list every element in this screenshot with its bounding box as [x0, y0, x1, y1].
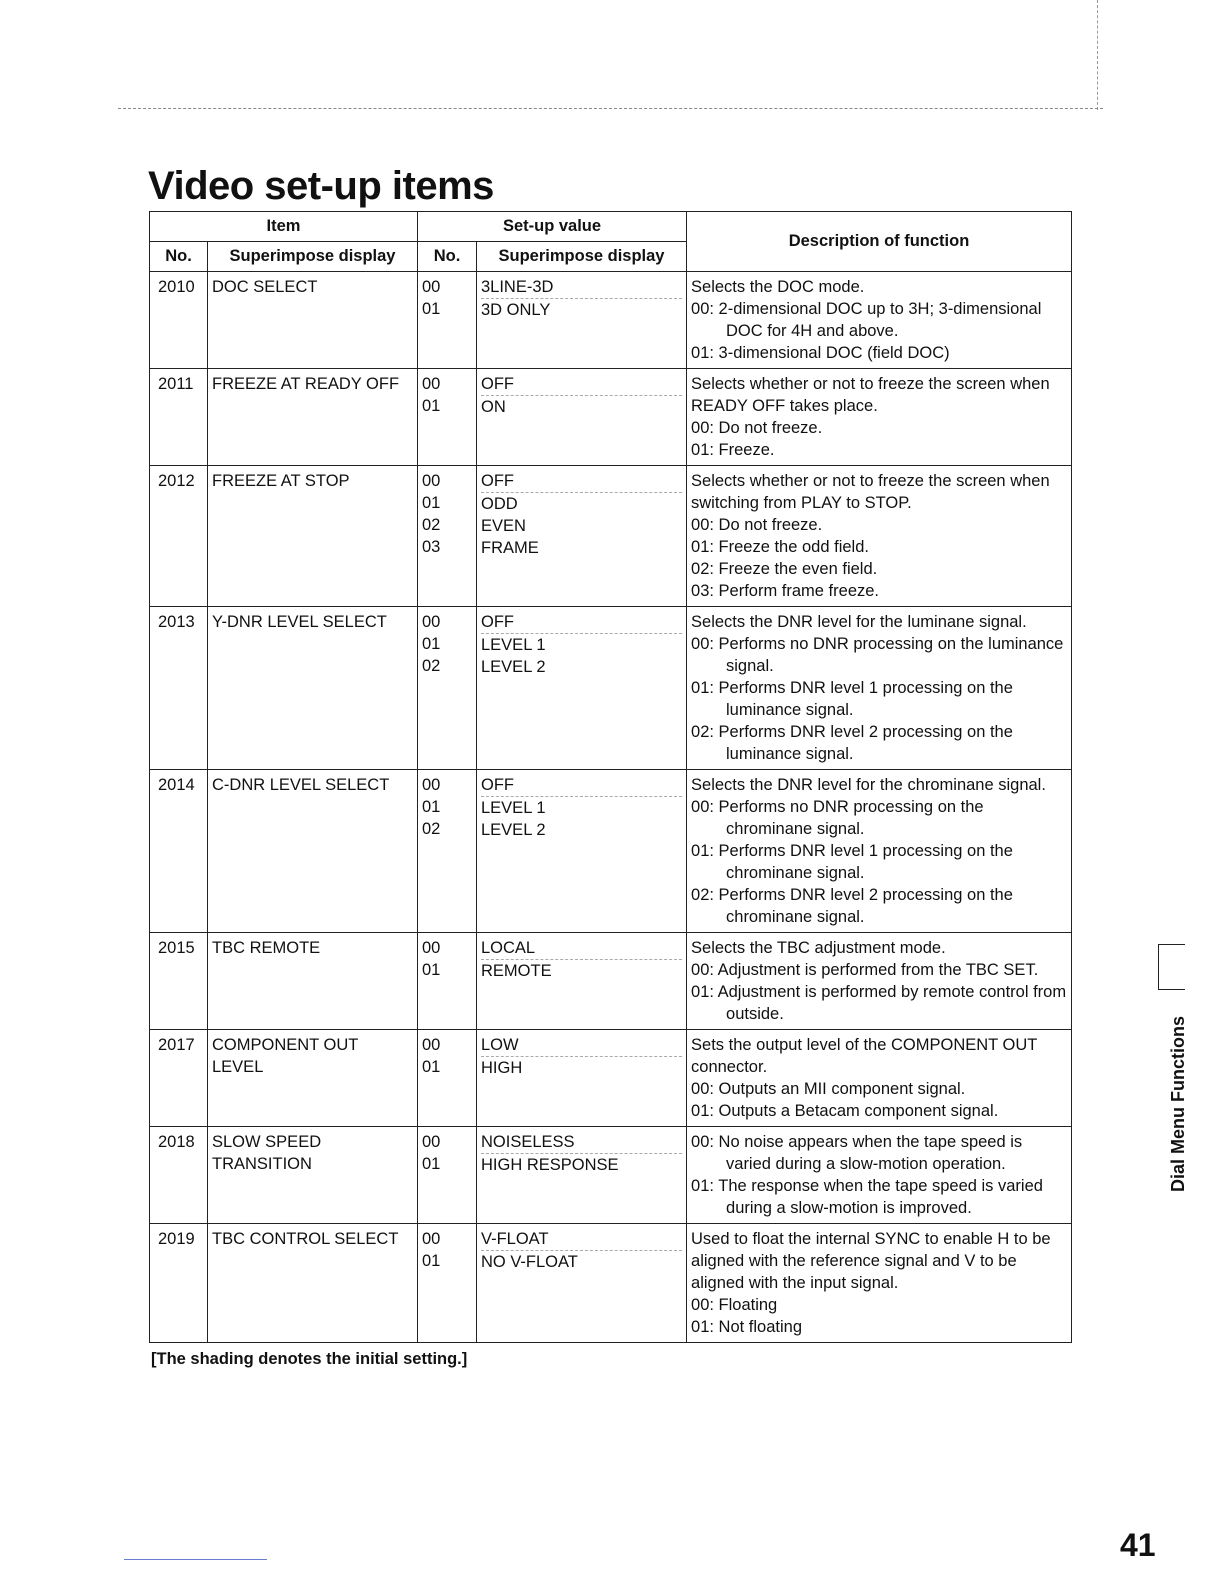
item-name: TBC CONTROL SELECT [208, 1224, 418, 1343]
description [687, 1224, 1072, 1343]
value-label: OFF [481, 774, 682, 797]
description-item: 02: Freeze the even field. [691, 560, 878, 578]
value-no: 01 [422, 798, 441, 816]
description [687, 466, 1072, 607]
description-item: 01: Performs DNR level 1 processing on the chrominane signal. [691, 842, 1013, 882]
description-item: 00: Performs no DNR processing on the chrominane signal. [691, 798, 984, 838]
description-item: 01: The response when the tape speed is varied during a slow-motion is improved. [691, 1177, 1043, 1217]
value-no: 00 [422, 1133, 441, 1151]
value-no: 01 [422, 397, 441, 415]
item-number: 2013 [150, 607, 208, 770]
header-value-no: No. [418, 242, 477, 272]
scan-edge-vertical [1097, 0, 1098, 110]
value-label: LOCAL [481, 937, 682, 960]
table-row [150, 770, 1072, 933]
value-labels [477, 272, 687, 369]
table-row [150, 1127, 1072, 1224]
item-name: DOC SELECT [208, 272, 418, 369]
description-intro: Used to float the internal SYNC to enable H to be aligned with the reference signal and V to be aligned with the input signal. [691, 1230, 1051, 1292]
description-intro: Selects whether or not to freeze the screen when READY OFF takes place. [691, 375, 1050, 415]
description [687, 933, 1072, 1030]
value-label: LEVEL 1 [481, 636, 546, 654]
description-item: 01: Freeze the odd field. [691, 538, 869, 556]
value-label: LEVEL 2 [481, 821, 546, 839]
description [687, 607, 1072, 770]
value-numbers [418, 1224, 477, 1343]
item-number: 2017 [150, 1030, 208, 1127]
value-no: 00 [422, 1036, 441, 1054]
value-label: OFF [481, 611, 682, 634]
description-item: 02: Performs DNR level 2 processing on the luminance signal. [691, 723, 1013, 763]
value-label: LEVEL 1 [481, 799, 546, 817]
value-no: 00 [422, 1230, 441, 1248]
description-intro: Selects the TBC adjustment mode. [691, 939, 946, 957]
description-item: 00: Adjustment is performed from the TBC SET. [691, 961, 1039, 979]
value-label: FRAME [481, 539, 539, 557]
description-item: 00: Do not freeze. [691, 516, 823, 534]
description-item: 01: Freeze. [691, 441, 775, 459]
value-label: HIGH [481, 1059, 523, 1077]
description-intro: Selects the DOC mode. [691, 278, 865, 296]
value-label: OFF [481, 470, 682, 493]
header-item-superimpose: Superimpose display [208, 242, 418, 272]
item-number: 2018 [150, 1127, 208, 1224]
description-item: 01: Performs DNR level 1 processing on the luminance signal. [691, 679, 1013, 719]
item-name: SLOW SPEED TRANSITION [208, 1127, 418, 1224]
value-label: V-FLOAT [481, 1228, 682, 1251]
table-row [150, 369, 1072, 466]
value-labels [477, 1030, 687, 1127]
setup-items-table [149, 211, 1072, 1343]
value-no: 00 [422, 278, 441, 296]
page-title: Video set-up items [148, 164, 494, 208]
description-item: 00: Outputs an MII component signal. [691, 1080, 966, 1098]
table-row [150, 1030, 1072, 1127]
value-no: 01 [422, 635, 441, 653]
description-item: 00: Performs no DNR processing on the luminance signal. [691, 635, 1064, 675]
description-item: 00: Floating [691, 1296, 778, 1314]
value-no: 01 [422, 1252, 441, 1270]
description-item: 01: Adjustment is performed by remote control from outside. [691, 983, 1067, 1023]
item-name: C-DNR LEVEL SELECT [208, 770, 418, 933]
description-item: 03: Perform frame freeze. [691, 582, 880, 600]
description-item: 01: Not floating [691, 1318, 803, 1336]
side-tab-label: Dial Menu Functions [1168, 1015, 1188, 1192]
value-numbers [418, 466, 477, 607]
table-row [150, 272, 1072, 369]
header-item: Item [150, 212, 418, 242]
value-no: 03 [422, 538, 441, 556]
value-labels [477, 770, 687, 933]
value-numbers [418, 607, 477, 770]
header-item-no: No. [150, 242, 208, 272]
header-value-superimpose: Superimpose display [477, 242, 687, 272]
value-no: 02 [422, 516, 441, 534]
value-no: 02 [422, 820, 441, 838]
value-label: ON [481, 398, 506, 416]
value-numbers [418, 272, 477, 369]
value-label: 3LINE-3D [481, 276, 682, 299]
description [687, 1030, 1072, 1127]
footer-rule [124, 1559, 267, 1560]
value-no: 01 [422, 961, 441, 979]
table-row [150, 1224, 1072, 1343]
header-setup-value: Set-up value [418, 212, 687, 242]
table-row [150, 933, 1072, 1030]
value-labels [477, 466, 687, 607]
table-body [150, 272, 1072, 1343]
value-numbers [418, 933, 477, 1030]
item-number: 2014 [150, 770, 208, 933]
value-numbers [418, 1030, 477, 1127]
value-no: 00 [422, 472, 441, 490]
item-name: FREEZE AT READY OFF [208, 369, 418, 466]
item-number: 2010 [150, 272, 208, 369]
description [687, 272, 1072, 369]
shading-note: [The shading denotes the initial setting.] [151, 1350, 468, 1368]
value-labels [477, 1224, 687, 1343]
description [687, 1127, 1072, 1224]
value-no: 00 [422, 375, 441, 393]
value-label: ODD [481, 495, 518, 513]
description-item: 01: 3-dimensional DOC (field DOC) [691, 344, 950, 362]
table-row [150, 466, 1072, 607]
value-label: LEVEL 2 [481, 658, 546, 676]
description [687, 369, 1072, 466]
value-no: 00 [422, 613, 441, 631]
scan-edge-horizontal [118, 108, 1103, 109]
value-label: NOISELESS [481, 1131, 682, 1154]
value-label: HIGH RESPONSE [481, 1156, 619, 1174]
description [687, 770, 1072, 933]
description-intro: Sets the output level of the COMPONENT OUT connector. [691, 1036, 1038, 1076]
item-number: 2012 [150, 466, 208, 607]
value-no: 00 [422, 939, 441, 957]
value-no: 01 [422, 494, 441, 512]
value-numbers [418, 770, 477, 933]
page-number: 41 [1120, 1527, 1156, 1563]
value-no: 01 [422, 1155, 441, 1173]
value-labels [477, 933, 687, 1030]
item-number: 2019 [150, 1224, 208, 1343]
item-name: FREEZE AT STOP [208, 466, 418, 607]
item-number: 2011 [150, 369, 208, 466]
value-numbers [418, 1127, 477, 1224]
description-intro: Selects whether or not to freeze the screen when switching from PLAY to STOP. [691, 472, 1050, 512]
item-name: TBC REMOTE [208, 933, 418, 1030]
table-row [150, 607, 1072, 770]
value-labels [477, 607, 687, 770]
description-item: 00: No noise appears when the tape speed is varied during a slow-motion operation. [691, 1133, 1023, 1173]
value-no: 02 [422, 657, 441, 675]
value-label: 3D ONLY [481, 301, 551, 319]
value-labels [477, 369, 687, 466]
value-no: 01 [422, 300, 441, 318]
description-item: 00: Do not freeze. [691, 419, 823, 437]
item-name: Y-DNR LEVEL SELECT [208, 607, 418, 770]
description-item: 02: Performs DNR level 2 processing on the chrominane signal. [691, 886, 1013, 926]
value-label: OFF [481, 373, 682, 396]
value-no: 00 [422, 776, 441, 794]
value-label: REMOTE [481, 962, 552, 980]
description-item: 01: Outputs a Betacam component signal. [691, 1102, 999, 1120]
description-intro: Selects the DNR level for the luminane signal. [691, 613, 1027, 631]
header-description: Description of function [687, 212, 1072, 272]
value-label: EVEN [481, 517, 526, 535]
side-tab-marker [1158, 944, 1185, 990]
value-label: NO V-FLOAT [481, 1253, 578, 1271]
description-item: 00: 2-dimensional DOC up to 3H; 3-dimensional DOC for 4H and above. [691, 300, 1042, 340]
item-name: COMPONENT OUT LEVEL [208, 1030, 418, 1127]
value-numbers [418, 369, 477, 466]
description-intro: Selects the DNR level for the chrominane signal. [691, 776, 1046, 794]
item-number: 2015 [150, 933, 208, 1030]
value-no: 01 [422, 1058, 441, 1076]
value-labels [477, 1127, 687, 1224]
value-label: LOW [481, 1034, 682, 1057]
